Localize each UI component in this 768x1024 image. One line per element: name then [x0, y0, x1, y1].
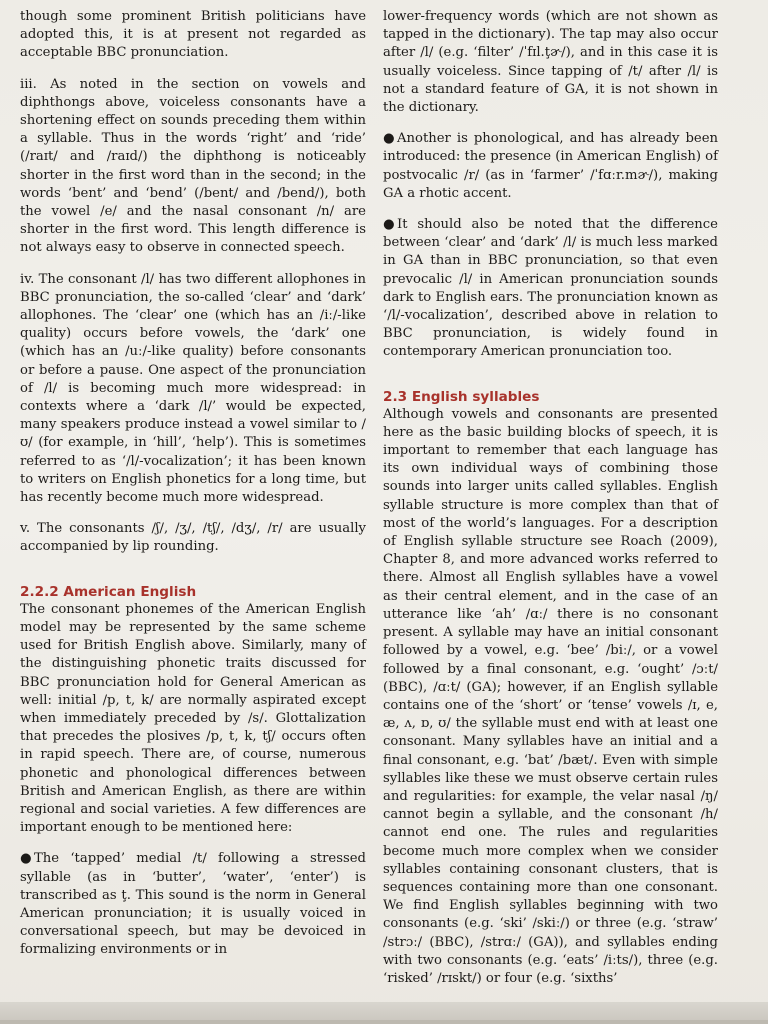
- bullet-icon: ●: [20, 851, 32, 867]
- section-heading-english-syllables: 2.3 English syllables: [383, 388, 540, 405]
- bullet-text: Another is phonological, and has already been introduced: the presence (in American English) of postvocalic /r/ (as in ‘farmer’ /ˈfɑːr.mɚ/), making GA a rhotic accent.: [383, 131, 718, 201]
- bullet-clear-dark-l: [383, 216, 718, 362]
- page-bottom-shadow: [0, 1020, 768, 1024]
- paragraph-continuation: though some prominent British politicians have adopted this, it is at present not regarded as acceptable BBC pronunciation.: [20, 9, 366, 61]
- paragraph-english-syllables: Although vowels and consonants are presented here as the basic building blocks of speech, it is important to remember that each language has its own individual ways of combining those sounds into larger units called syllables. English syllable structure is more complex than that of most of the world’s languages. For a description of English syllable structure see Roach (2009), Chapter 8, and more advanced works referred to there. Almost all English syllables have a vowel as their central element, and in the case of an utterance like ‘ah’ /ɑː/ there is no consonant present. A syllable may have an initial consonant followed by a vowel, e.g. ‘bee’ /biː/, or a vowel followed by a final consonant, e.g. ‘ought’ /ɔːt/ (BBC), /ɑːt/ (GA); however, if an English syllable contains one of the ‘short’ or ‘tense’ vowels /ɪ, e, æ, ʌ, ɒ, ʊ/ the syllable must end with at least one consonant. Many syllables have an initial and a final consonant, e.g. ‘bat’ /bæt/. Even with simple syllables like these we must observe certain rules and regularities: for example, the velar nasal /ŋ/ cannot begin a syllable, and the consonant /h/ cannot end one. The rules and regularities become much more complex when we consider syllables containing consonant clusters, that is sequences containing more than one consonant. We find English syllables beginning with two consonants (e.g. ‘ski’ /skiː/) or three (e.g. ‘straw’ /strɔː/ (BBC), /strɑː/ (GA)), and syllables ending with two consonants (e.g. ‘eats’ /iːts/), three (e.g. ‘risked’ /rɪskt/) or four (e.g. ‘sixths’: [383, 406, 718, 986]
- bullet-text: It should also be noted that the difference between ‘clear’ and ‘dark’ /l/ is much less marked in GA than in BBC pronunciation, so that even prevocalic /l/ in American pronunciation sounds dark to English ears. The pronunciation known as ‘/l/-vocalization’, described above in relation to BBC pronunciation, is widely found in contemporary American pronunciation too.: [383, 217, 718, 360]
- left-column: [20, 8, 366, 960]
- bullet-tapped-t: [20, 850, 366, 959]
- right-column: [383, 8, 718, 988]
- paragraph-v-lip-rounding: v. The consonants /ʃ/, /ʒ/, /tʃ/, /dʒ/, /r/ are usually accompanied by lip rounding.: [20, 521, 366, 555]
- bullet-text: The ‘tapped’ medial /t/ following a stressed syllable (as in ‘butter’, ‘water’, ‘enter’) is transcribed as ţ. This sound is the norm in General American pronunciation; it is usually voiced in conversational speech, but may be devoiced in formalizing environments or in: [20, 851, 366, 958]
- paragraph-american-english: The consonant phonemes of the American English model may be represented by the same scheme used for British English above. Similarly, many of the distinguishing phonetic traits discussed for BBC pronunciation hold for General American as well: initial /p, t, k/ are normally aspirated except when immediately preceded by /s/. Glottalization that precedes the plosives /p, t, k, tʃ/ occurs often in rapid speech. There are, of course, numerous phonetic and phonological differences between British and American English, as there are within regional and social varieties. A few differences are important enough to be mentioned here:: [20, 601, 366, 836]
- paragraph-iii-shortening: iii. As noted in the section on vowels and diphthongs above, voiceless consonants have a shortening effect on sounds preceding them within a syllable. Thus in the words ‘right’ and ‘ride’ (/raɪt/ and /raɪd/) the diphthong is noticeably shorter in the first word than in the second; in the words ‘bent’ and ‘bend’ (/bent/ and /bend/), both the vowel /e/ and the nasal consonant /n/ are shorter in the first word. This length difference is not always easy to observe in connected speech.: [20, 76, 366, 256]
- bullet-phonological: [383, 130, 718, 203]
- paragraph-continuation-right: lower-frequency words (which are not shown as tapped in the dictionary). The tap may also occur after /l/ (e.g. ‘filter’ /ˈfɪl.ţɚ/), and in this case it is usually voiceless. Since tapping of /t/ after /l/ is not a standard feature of GA, it is not shown in the dictionary.: [383, 9, 718, 116]
- section-heading-american-english: 2.2.2 American English: [20, 583, 197, 600]
- bullet-icon: ●: [383, 131, 395, 147]
- paragraph-iv-l-allophones: iv. The consonant /l/ has two different allophones in BBC pronunciation, the so-called ‘clear’ and ‘dark’ allophones. The ‘clear’ one (which has an /iː/-like quality) occurs before vowels, the ‘dark’ one (which has an /uː/-like quality) before consonants or before a pause. One aspect of the pronunciation of /l/ is becoming much more widespread: in contexts where a ‘dark /l/’ would be expected, many speakers produce instead a vowel similar to /ʊ/ (for example, in ‘hill’, ‘help’). This is sometimes referred to as ‘/l/-vocalization’; it has been known to writers on English phonetics for a long time, but has recently become much more widespread.: [20, 271, 366, 506]
- bullet-icon: ●: [383, 217, 395, 233]
